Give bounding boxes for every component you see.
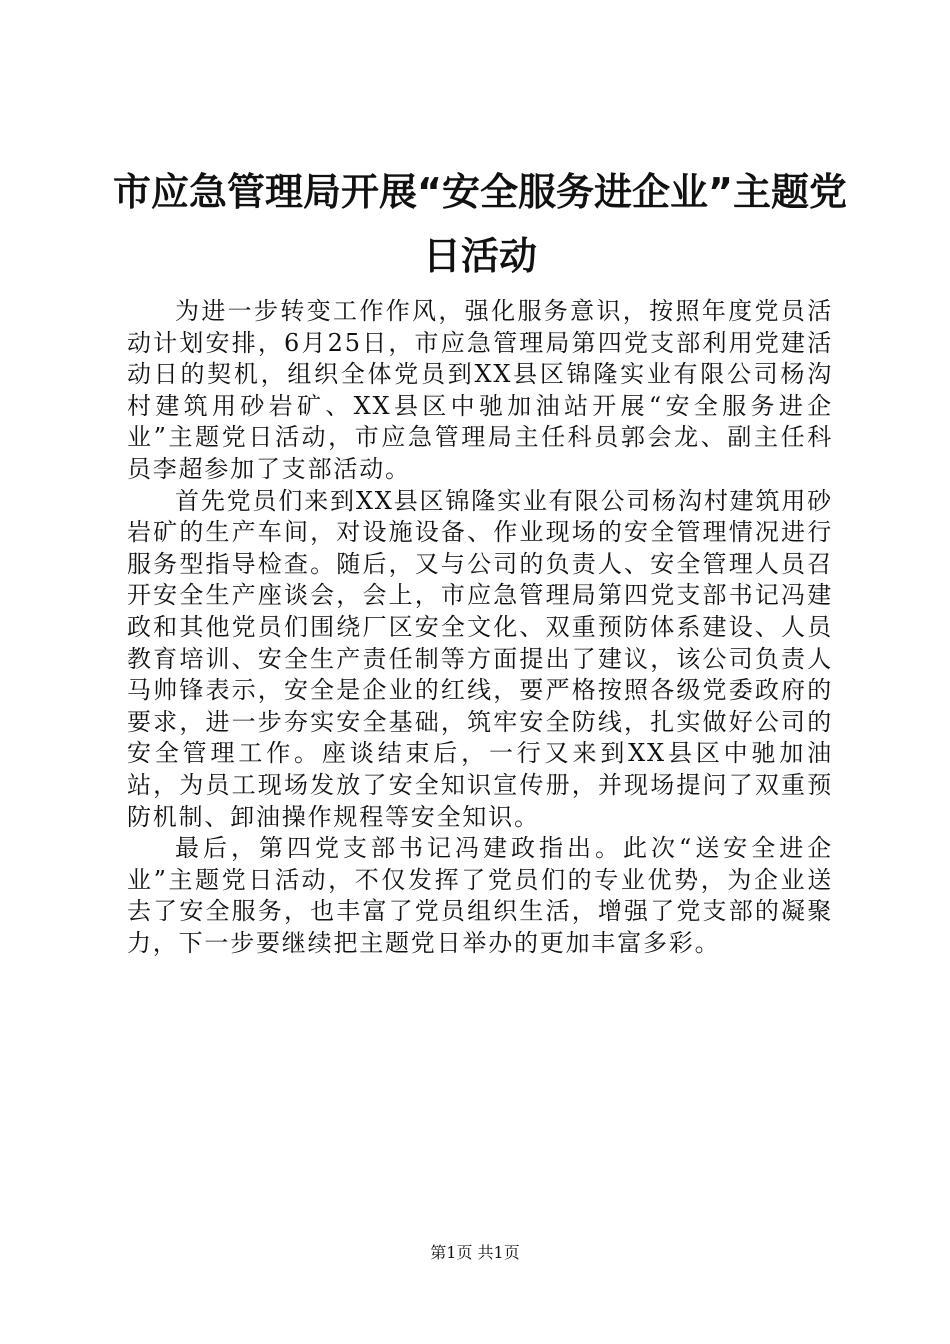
page-number-footer: 第1页 共1页 (430, 1243, 520, 1262)
document-body (127, 296, 833, 959)
paragraph-1: 为进一步转变工作作风，强化服务意识，按照年度党员活动计划安排，6月25日，市应急管理局第四党支部利用党建活动日的契机，组织全体党员到XX县区锦隆实业有限公司杨沟村建筑用砂岩矿、XX县区中驰加油站开展“安全服务进企业”主题党日活动，市应急管理局主任科员郭会龙、副主任科员李超参加了支部活动。 (127, 297, 833, 483)
paragraph-3: 最后，第四党支部书记冯建政指出。此次“送安全进企业”主题党日活动，不仅发挥了党员们的专业优势，为企业送去了安全服务，也丰富了党员组织生活，增强了党支部的凝聚力，下一步要继续把主题党日举办的更加丰富多彩。 (127, 834, 833, 957)
paragraph-2: 首先党员们来到XX县区锦隆实业有限公司杨沟村建筑用砂岩矿的生产车间，对设施设备、作业现场的安全管理情况进行服务型指导检查。随后，又与公司的负责人、安全管理人员召开安全生产座谈会，会上，市应急管理局第四党支部书记冯建政和其他党员们围绕厂区安全文化、双重预防体系建设、人员教育培训、安全生产责任制等方面提出了建议，该公司负责人马帅锋表示，安全是企业的红线，要严格按照各级党委政府的要求，进一步夯实安全基础，筑牢安全防线，扎实做好公司的安全管理工作。座谈结束后，一行又来到XX县区中驰加油站，为员工现场发放了安全知识宣传册，并现场提问了双重预防机制、卸油操作规程等安全知识。 (127, 486, 833, 831)
document-title: 市应急管理局开展“安全服务进企业”主题党日活动 (113, 170, 847, 278)
